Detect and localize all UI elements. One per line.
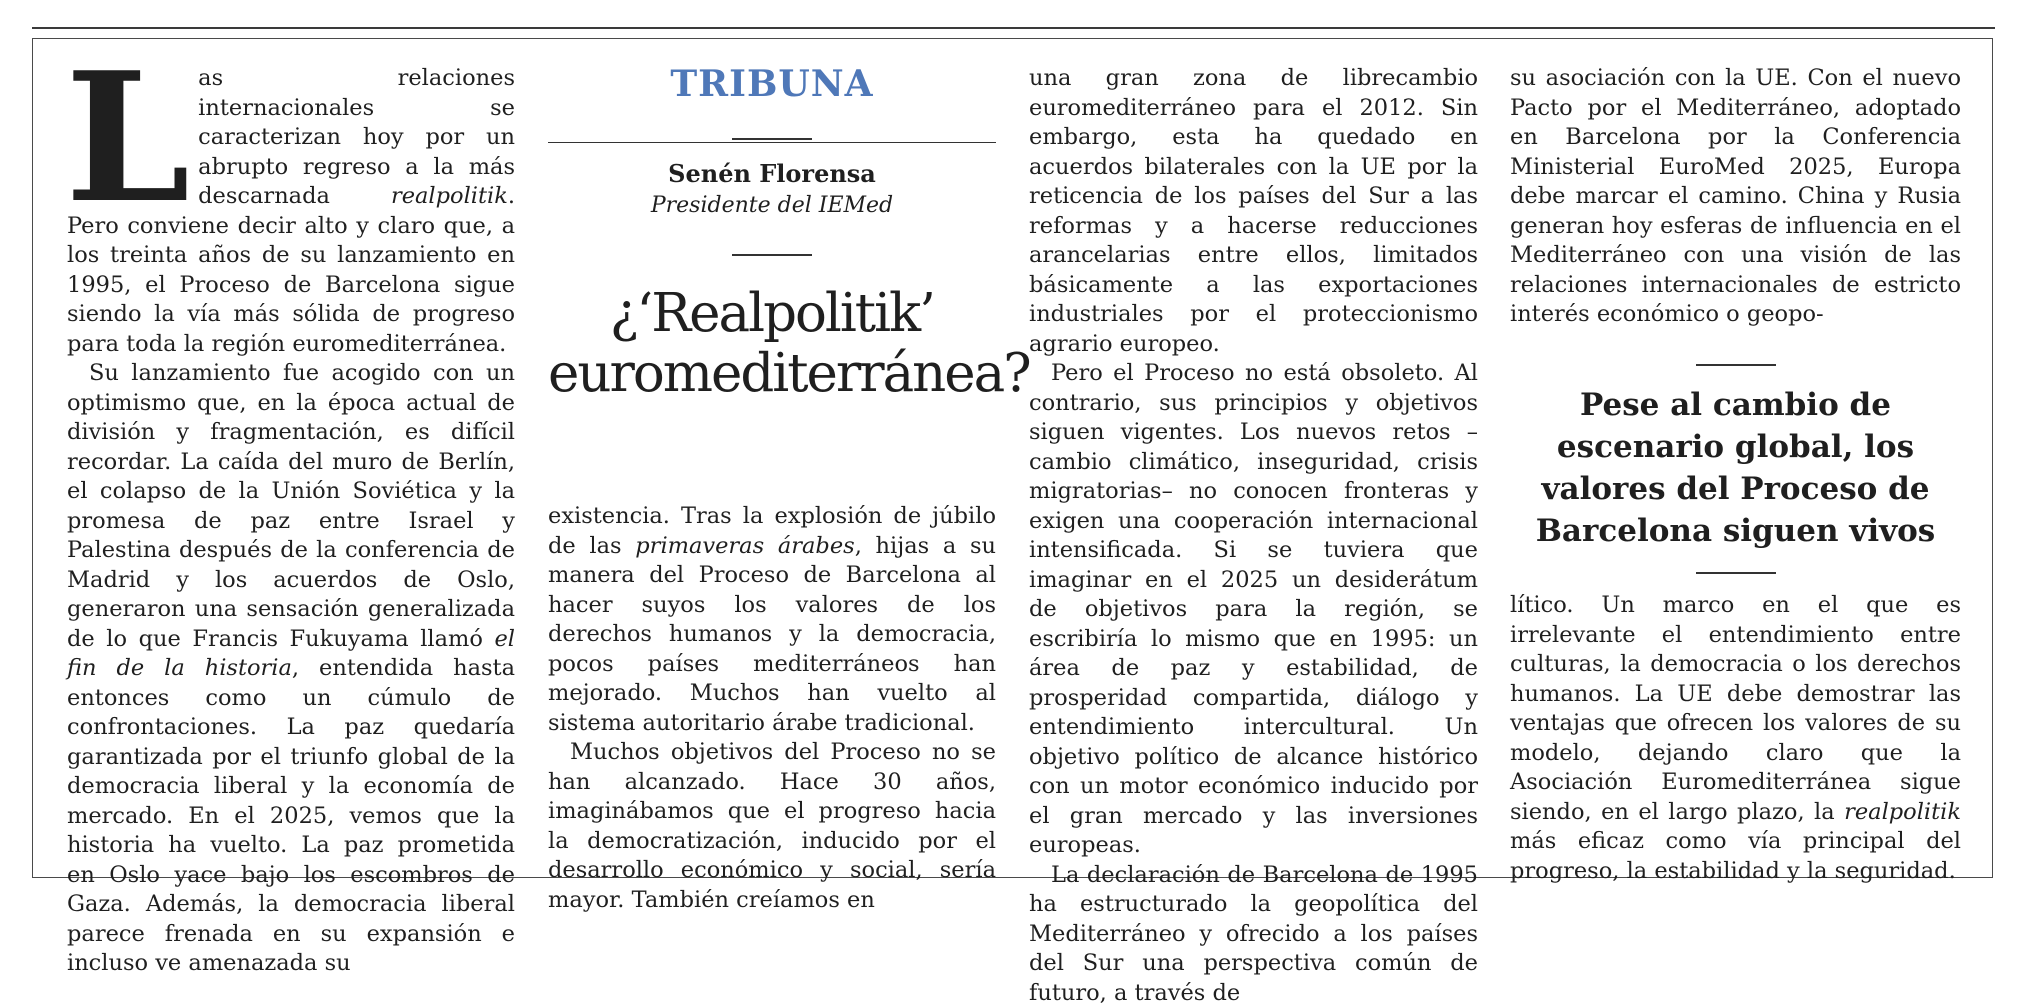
emphasis: primaveras árabes xyxy=(635,533,854,559)
emphasis: realpolitik xyxy=(391,183,508,209)
divider-short xyxy=(732,254,812,256)
column-2-body xyxy=(548,502,996,915)
paragraph: Muchos objetivos del Proceso no se han alcanzado. Hace 30 años, imaginábamos que el progreso hacia la democratización, inducido por el desarrollo económico y social, sería mayor. También creíamos en xyxy=(548,738,996,915)
divider-short xyxy=(1696,364,1776,366)
divider-short xyxy=(732,138,812,140)
column-1 xyxy=(67,64,515,979)
drop-cap: L xyxy=(65,70,190,206)
text-run: . Pero conviene decir alto y claro que, a los treinta años de su lanzamiento en 1995, el Proceso de Barcelona sigue siendo la vía más sólida de progreso para toda la región euromediterránea. xyxy=(67,183,515,357)
paragraph: una gran zona de librecambio euromediterráneo para el 2012. Sin embargo, esta ha quedado en acuerdos bilaterales con la UE por la reticencia de los países del Sur a las reformas y a hacerse reducciones arancelarias entre ellos, limitados básicamente a las exportaciones industriales por el proteccionismo agrario europeo. xyxy=(1029,64,1478,359)
divider-long xyxy=(548,142,996,144)
paragraph: su asociación con la UE. Con el nuevo Pacto por el Mediterráneo, adoptado en Barcelona por la Conferencia Ministerial EuroMed 2025, Europa debe marcar el camino. China y Rusia generan hoy esferas de influencia en el Mediterráneo con una visión de las relaciones internacionales de estricto interés económico o geopo- xyxy=(1510,64,1961,330)
paragraph xyxy=(548,502,996,738)
text-run: existencia. Tras la explosión de júbilo de las xyxy=(548,503,996,559)
paragraph: Pero el Proceso no está obsoleto. Al contrario, sus principios y objetivos siguen vigentes. Los nuevos retos –cambio climático, inseguridad, crisis migratorias– no conocen fronteras y exigen una cooperación internacional intensificada. Si se tuviera que imaginar en el 2025 un desiderátum de objetivos para la región, se escribiría lo mismo que en 1995: un área de paz y estabilidad, de prosperidad compartida, diálogo y entendimiento intercultural. Un objetivo político de alcance histórico con un motor económico inducido por el gran mercado y las inversiones europeas. xyxy=(1029,359,1478,861)
headline: ¿‘Realpolitik’ euromediterránea? xyxy=(548,284,996,404)
column-2 xyxy=(548,64,996,404)
top-rule xyxy=(32,27,1995,29)
column-4 xyxy=(1510,64,1961,574)
column-4-body xyxy=(1510,591,1961,886)
author-name: Senén Florensa xyxy=(548,159,996,189)
pull-quote: Pese al cambio de escenario global, los valores del Proceso de Barcelona siguen vivos xyxy=(1510,384,1961,552)
text-run: , entendida hasta entonces como un cúmulo de confrontaciones. La paz quedaría garantizada por el triunfo global de la democracia liberal y la economía de mercado. En el 2025, vemos que la historia ha vuelto. La paz prometida en Oslo yace bajo los escombros de Gaza. Además, la democracia liberal parece frenada en su expansión e incluso ve amenazada su xyxy=(67,655,515,976)
column-3 xyxy=(1029,64,1478,1008)
section-label: TRIBUNA xyxy=(548,70,996,100)
emphasis: el fin de la historia xyxy=(67,626,515,682)
text-run: , hijas a su manera del Proceso de Barcelona al hacer suyos los valores de los derechos humanos y la democracia, pocos países mediterráneos han mejorado. Muchos han vuelto al sistema autoritario árabe tradicional. xyxy=(548,533,996,736)
paragraph: La declaración de Barcelona de 1995 ha estructurado la geopolítica del Mediterráneo y ofrecido a los países del Sur una perspectiva común de futuro, a través de xyxy=(1029,861,1478,1008)
text-run: lítico. Un marco en el que es irrelevante el entendimiento entre culturas, la democracia o los derechos humanos. La UE debe demostrar las ventajas que ofrecen los valores de su modelo, dejando claro que la Asociación Euromediterránea sigue siendo, en el largo plazo, la xyxy=(1510,592,1961,825)
divider-short xyxy=(1696,572,1776,574)
text-run: Su lanzamiento fue acogido con un optimismo que, en la época actual de división y fragmentación, es difícil recordar. La caída del muro de Berlín, el colapso de la Unión Soviética y la promesa de paz entre Israel y Palestina después de la conferencia de Madrid y los acuerdos de Oslo, generaron una sensación generalizada de lo que Francis Fukuyama llamó xyxy=(67,360,515,652)
paragraph xyxy=(67,64,515,359)
paragraph xyxy=(1510,591,1961,886)
author-role: Presidente del IEMed xyxy=(548,191,996,221)
emphasis: realpolitik xyxy=(1844,799,1961,825)
paragraph xyxy=(67,359,515,979)
text-run: as relaciones internacionales se caracterizan hoy por un abrupto regreso a la más descarnada xyxy=(198,65,515,209)
text-run: más eficaz como vía principal del progreso, la estabilidad y la seguridad. xyxy=(1510,828,1961,884)
